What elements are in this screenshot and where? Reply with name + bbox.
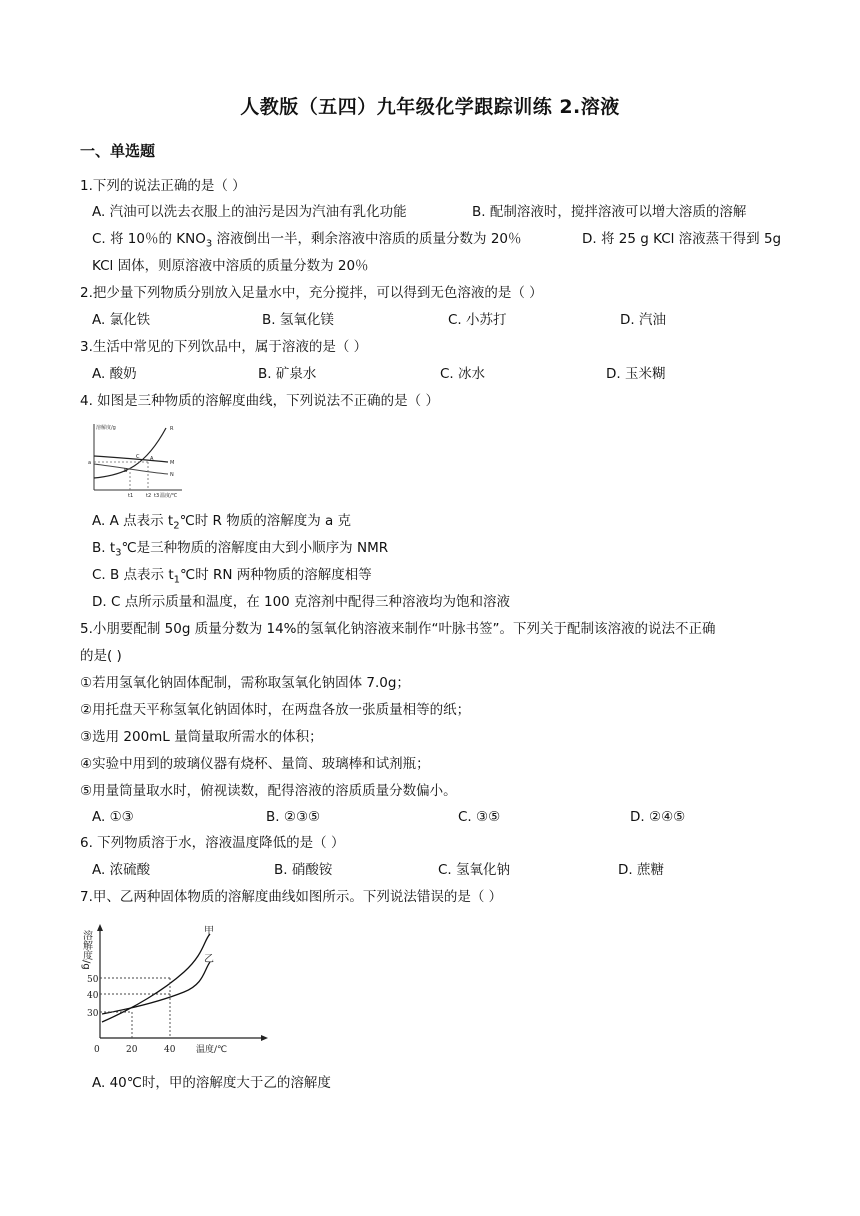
question-3-stem: 3.生活中常见的下列饮品中，属于溶液的是（ ） (80, 339, 368, 355)
question-3-option-c: C. 冰水 (440, 366, 486, 382)
question-2-option-d: D. 汽油 (620, 312, 666, 328)
figure-2-ylabel: 溶解度/g (80, 930, 92, 970)
question-5-option-b: B. ②③⑤ (266, 809, 321, 825)
question-5-statement-5: ⑤用量筒量取水时，俯视读数，配得溶液的溶质质量分数偏小。 (80, 783, 457, 799)
question-2-option-b: B. 氢氧化镁 (262, 312, 334, 328)
question-5-option-a: A. ①③ (92, 809, 134, 825)
document-title: 人教版（五四）九年级化学跟踪训练 2.溶液 (240, 96, 620, 118)
question-5-statement-4: ④实验中用到的玻璃仪器有烧杯、量筒、玻璃棒和试剂瓶； (80, 756, 430, 772)
question-4-option-d: D. C 点所示质量和温度，在 100 克溶剂中配得三种溶液均为饱和溶液 (92, 594, 511, 610)
svg-text:N: N (170, 472, 174, 478)
series-label-yi: 乙 (204, 954, 214, 965)
svg-text:M: M (170, 460, 175, 466)
solubility-curve-figure-2 (80, 920, 270, 1060)
question-1-option-b: B. 配制溶液时，搅拌溶液可以增大溶质的溶解 (472, 204, 747, 220)
question-1-stem: 1.下列的说法正确的是（ ） (80, 178, 246, 194)
section-heading: 一、单选题 (80, 142, 156, 160)
question-1-option-a: A. 汽油可以洗去衣服上的油污是因为汽油有乳化功能 (92, 204, 407, 220)
svg-text:t3: t3 (154, 493, 160, 499)
svg-text:t1: t1 (128, 493, 134, 499)
question-5-stem: 5.小朋要配制 50g 质量分数为 14%的氢氧化钠溶液来制作“叶脉书签”。下列关于配制该溶液的说法不正确 (80, 621, 716, 637)
ytick-30: 30 (87, 1009, 99, 1019)
question-1-option-d-cont: KCl 固体，则原溶液中溶质的质量分数为 20％ (92, 258, 369, 274)
question-4-option-c: C. B 点表示 $t_1℃$时 RN 两种物质的溶解度相等 (92, 567, 372, 586)
question-3-option-a: A. 酸奶 (92, 366, 137, 382)
question-4-option-b: B. $t_3℃$是三种物质的溶解度由大到小顺序为 NMR (92, 540, 389, 559)
svg-text:a: a (88, 460, 92, 466)
question-2-option-a: A. 氯化铁 (92, 312, 151, 328)
svg-text:B: B (124, 468, 128, 474)
question-5-stem-cont: 的是( ) (80, 648, 122, 664)
svg-text:C: C (136, 454, 140, 460)
question-6-option-d: D. 蔗糖 (618, 862, 664, 878)
question-5-statement-1: ①若用氢氧化钠固体配制，需称取氢氧化钠固体 7.0g； (80, 675, 410, 691)
question-7-option-a: A. 40℃时，甲的溶解度大于乙的溶解度 (92, 1075, 331, 1091)
xtick-40: 40 (164, 1045, 176, 1055)
figure-1-ylabel: 溶解度/g (96, 425, 116, 431)
xtick-20: 20 (126, 1045, 138, 1055)
question-5-statement-2: ②用托盘天平称氢氧化钠固体时，在两盘各放一张质量相等的纸； (80, 702, 471, 718)
question-1-option-c: C. 将 10％的 $KNO_3$ 溶液倒出一半，剩余溶液中溶质的质量分数为 20％ (92, 231, 522, 250)
question-4-option-a: A. A 点表示 $t_2℃$时 R 物质的溶解度为 a 克 (92, 513, 352, 532)
svg-text:温度/℃: 温度/℃ (160, 493, 178, 499)
question-1-option-d: D. 将 25 g KCl 溶液蒸干得到 5g (582, 231, 782, 247)
solubility-curve-figure-1 (86, 420, 186, 502)
figure-2-xlabel: 温度/℃ (196, 1045, 228, 1055)
svg-text:t2: t2 (146, 493, 152, 499)
question-2-stem: 2.把少量下列物质分别放入足量水中，充分搅拌，可以得到无色溶液的是（ ） (80, 285, 543, 301)
question-5-option-d: D. ②④⑤ (630, 809, 686, 825)
series-label-jia: 甲 (204, 926, 214, 937)
question-6-option-b: B. 硝酸铵 (274, 862, 333, 878)
ytick-50: 50 (87, 975, 99, 985)
question-5-statement-3: ③选用 200mL 量筒量取所需水的体积； (80, 729, 323, 745)
question-5-option-c: C. ③⑤ (458, 809, 501, 825)
question-7-stem: 7.甲、乙两种固体物质的溶解度曲线如图所示。下列说法错误的是（ ） (80, 889, 503, 905)
question-3-option-d: D. 玉米糊 (606, 366, 666, 382)
question-4-stem: 4. 如图是三种物质的溶解度曲线，下列说法不正确的是（ ） (80, 393, 439, 409)
question-3-option-b: B. 矿泉水 (258, 366, 317, 382)
svg-text:A: A (150, 456, 154, 462)
ytick-40: 40 (87, 991, 99, 1001)
figure-2-curve-yi (102, 962, 210, 1014)
question-6-option-c: C. 氢氧化钠 (438, 862, 511, 878)
question-6-option-a: A. 浓硫酸 (92, 862, 151, 878)
question-6-stem: 6. 下列物质溶于水，溶液温度降低的是（ ） (80, 835, 345, 851)
svg-text:R: R (170, 426, 174, 432)
question-2-option-c: C. 小苏打 (448, 312, 507, 328)
xtick-0: 0 (94, 1045, 100, 1055)
